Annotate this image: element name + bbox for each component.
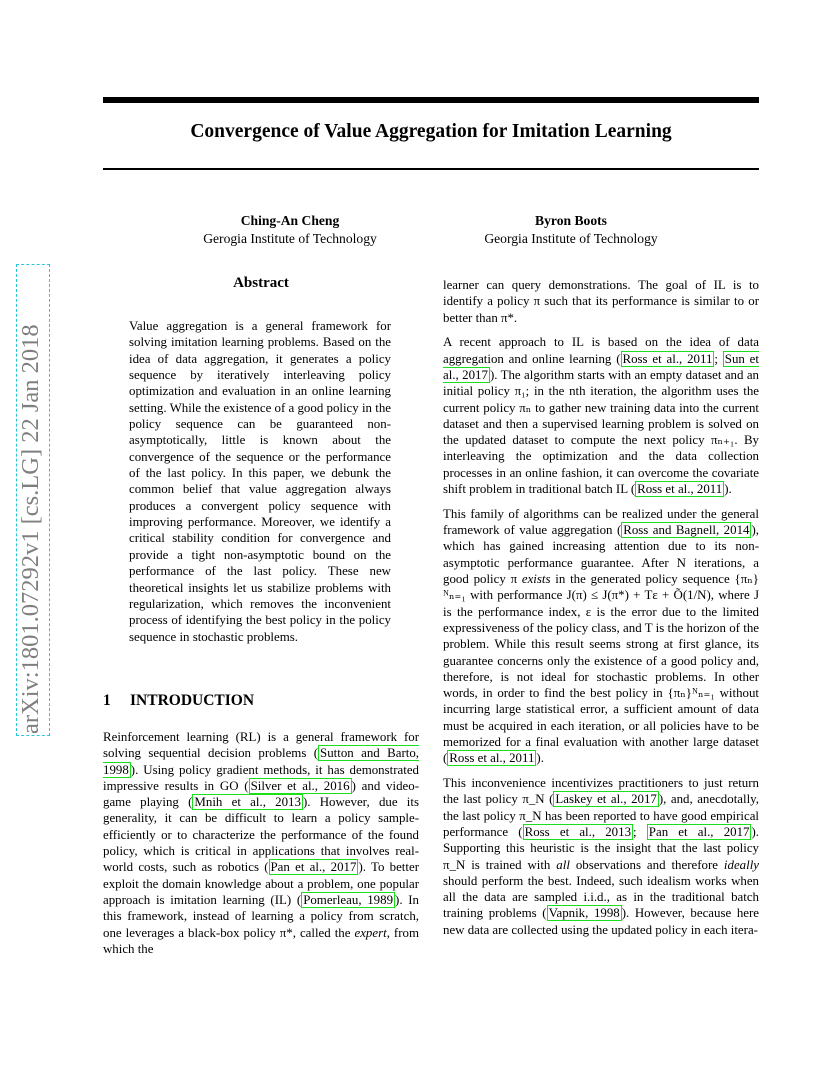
citation-link[interactable]: Ross et al., 2011 [637,482,723,497]
text-run: Reinforcement learning (RL) is a general framework for solving sequential decision problems ( [103,730,419,761]
citation-link[interactable]: Mnih et al., 2013 [194,795,301,810]
author-affiliation: Gerogia Institute of Technology [203,231,377,246]
text-run: ; [633,825,647,839]
text-run: observations and therefore [569,857,724,872]
paper-title: Convergence of Value Aggregation for Imitation Learning [190,121,672,142]
left-column-body [103,729,419,966]
paragraph [443,334,759,497]
emphasis: exists [521,572,551,587]
citation-link[interactable]: Ross et al., 2011 [449,751,535,766]
text-run: A recent approach to IL is based on the idea of data aggregation and online learning ( [443,335,759,366]
text-run: ). [724,482,732,497]
text-run: ). Supporting this heuristic is the insight that the last policy π_N is trained with [443,825,759,872]
paragraph [443,506,759,767]
citation-link[interactable]: Ross and Bagnell, 2014 [623,523,750,538]
text-run: should perform the best. Indeed, such idealism works when all the data are sampled i.i.d., as in the traditional batch training problems ( [443,873,759,921]
citation-link[interactable]: Silver et al., 2016 [250,778,350,793]
citation-link[interactable]: Sun et al., 2017 [443,351,759,382]
arxiv-stamp[interactable]: arXiv:1801.07292v1 [cs.LG] 22 Jan 2018 [17,324,44,734]
text-run: ). The algorithm starts with an empty dataset and an initial policy π₁; in the nth iteration, the algorithm uses the current policy πₙ to gather new training data into the current dataset and then a supervised learning problem is solved on the updated dataset to compute the next policy πₙ₊₁. By interleaving the optimization and the data collection processes in an online fashion, it can overcome the covariate shift problem in traditional batch IL ( [443,367,760,497]
emphasis: all [556,857,570,872]
text-run: ). To better exploit the domain knowledge about a problem, one popular approach is imitation learning (IL) ( [103,860,419,907]
citation-link[interactable]: Ross et al., 2011 [622,351,713,366]
text-run: ). However, due its generality, it can be difficult to learn a policy sample-efficiently or to characterize the performance of the found policy, which is critical in applications that involves real-world costs, such as robotics ( [103,795,419,875]
text-run: ). [536,751,544,766]
abstract-text: Value aggregation is a general framework for solving imitation learning problems. Based on the idea of data aggregation, it generates a policy sequence by iteratively interleaving policy optimization and evaluation in an online learning setting. While the existence of a good policy in the policy sequence can be guaranteed non-asymptotically, little is known about the convergence of the sequence or the performance of the last policy. In this paper, we debunk the common belief that value aggregation always produces a convergent policy sequence with improving performance. Moreover, we identify a critical stability condition for convergence and provide a tight non-asymptotic bound on the performance of the last policy. These new theoretical insights let us stabilize problems with regularization, which removes the inconvenient process of identifying the best policy in the policy sequence in stochastic problems. [129,319,391,644]
emphasis: ideally [723,857,759,872]
section-heading [103,692,254,710]
paragraph [443,775,759,938]
bottom-rule [103,168,759,170]
citation-link[interactable]: Pan et al., 2017 [648,825,750,839]
author-2 [431,212,711,248]
citation-link[interactable]: Vapnik, 1998 [548,906,620,921]
text-run: ). However, because here new data are collected using the updated policy in each itera- [443,906,760,937]
citation-link[interactable]: Pomerleau, 1989 [303,892,394,907]
citation-link[interactable]: Laskey et al., 2017 [555,792,657,807]
text-run: ), which has gained increasing attention due to its non-asymptotic performance guarantee. After N iterations, a good policy π [443,523,759,587]
section-title: INTRODUCTION [130,692,255,709]
paragraph [103,729,419,957]
abstract-heading: Abstract [233,275,289,291]
text-run: ). Using policy gradient methods, it has demonstrated impressive results in GO ( [103,762,419,793]
text-run: ; [714,351,723,366]
text-run: in the generated policy sequence {πₙ}ᴺₙ₌₁ with performance J(π) ≤ J(π*) + Tε + Õ(1/N), where J is the performance index, ε is the error due to the limited expressiveness of the policy class, and T is the horizon of the problem. While this result seems strong at first glance, its guarantee concerns only the existence of a good policy and, therefore, is not ideal for stochastic problems. In other words, in order to find the best policy in {πₙ}ᴺₙ₌₁ without incurring large statistical error, a sufficient amount of data must be acquired in each iteration, or all policies have to be memorized for a final evaluation with another large dataset ( [443,572,759,766]
author-affiliation: Georgia Institute of Technology [484,231,658,246]
text-run: This family of algorithms can be realized under the general framework of value aggregation ( [443,506,759,538]
citation-link[interactable]: Sutton and Barto, 1998 [103,746,419,777]
text-run: ) and video-game playing ( [103,778,419,810]
emphasis: expert [354,925,387,940]
top-rule [103,97,759,103]
text-run: , from which the [103,925,419,956]
author-name: Byron Boots [535,213,607,228]
text-run: This inconvenience incentivizes practitioners to just return the last policy π_N ( [443,776,759,807]
section-number: 1 [103,692,111,709]
text-run: ). In this framework, instead of learning a policy from scratch, one leverages a black-box policy π*, called the [103,892,419,940]
right-column-body [443,277,759,947]
citation-link[interactable]: Pan et al., 2017 [270,860,357,875]
author-1 [150,212,430,248]
text-run: ), and, anecdotally, the last policy π_N has been reported to have good empirical performance ( [443,792,759,839]
citation-link[interactable]: Ross et al., 2013 [524,825,632,839]
author-name: Ching-An Cheng [240,213,340,228]
paragraph: learner can query demonstrations. The goal of IL is to identify a policy π such that its performance is similar to or better than π*. [443,278,759,325]
